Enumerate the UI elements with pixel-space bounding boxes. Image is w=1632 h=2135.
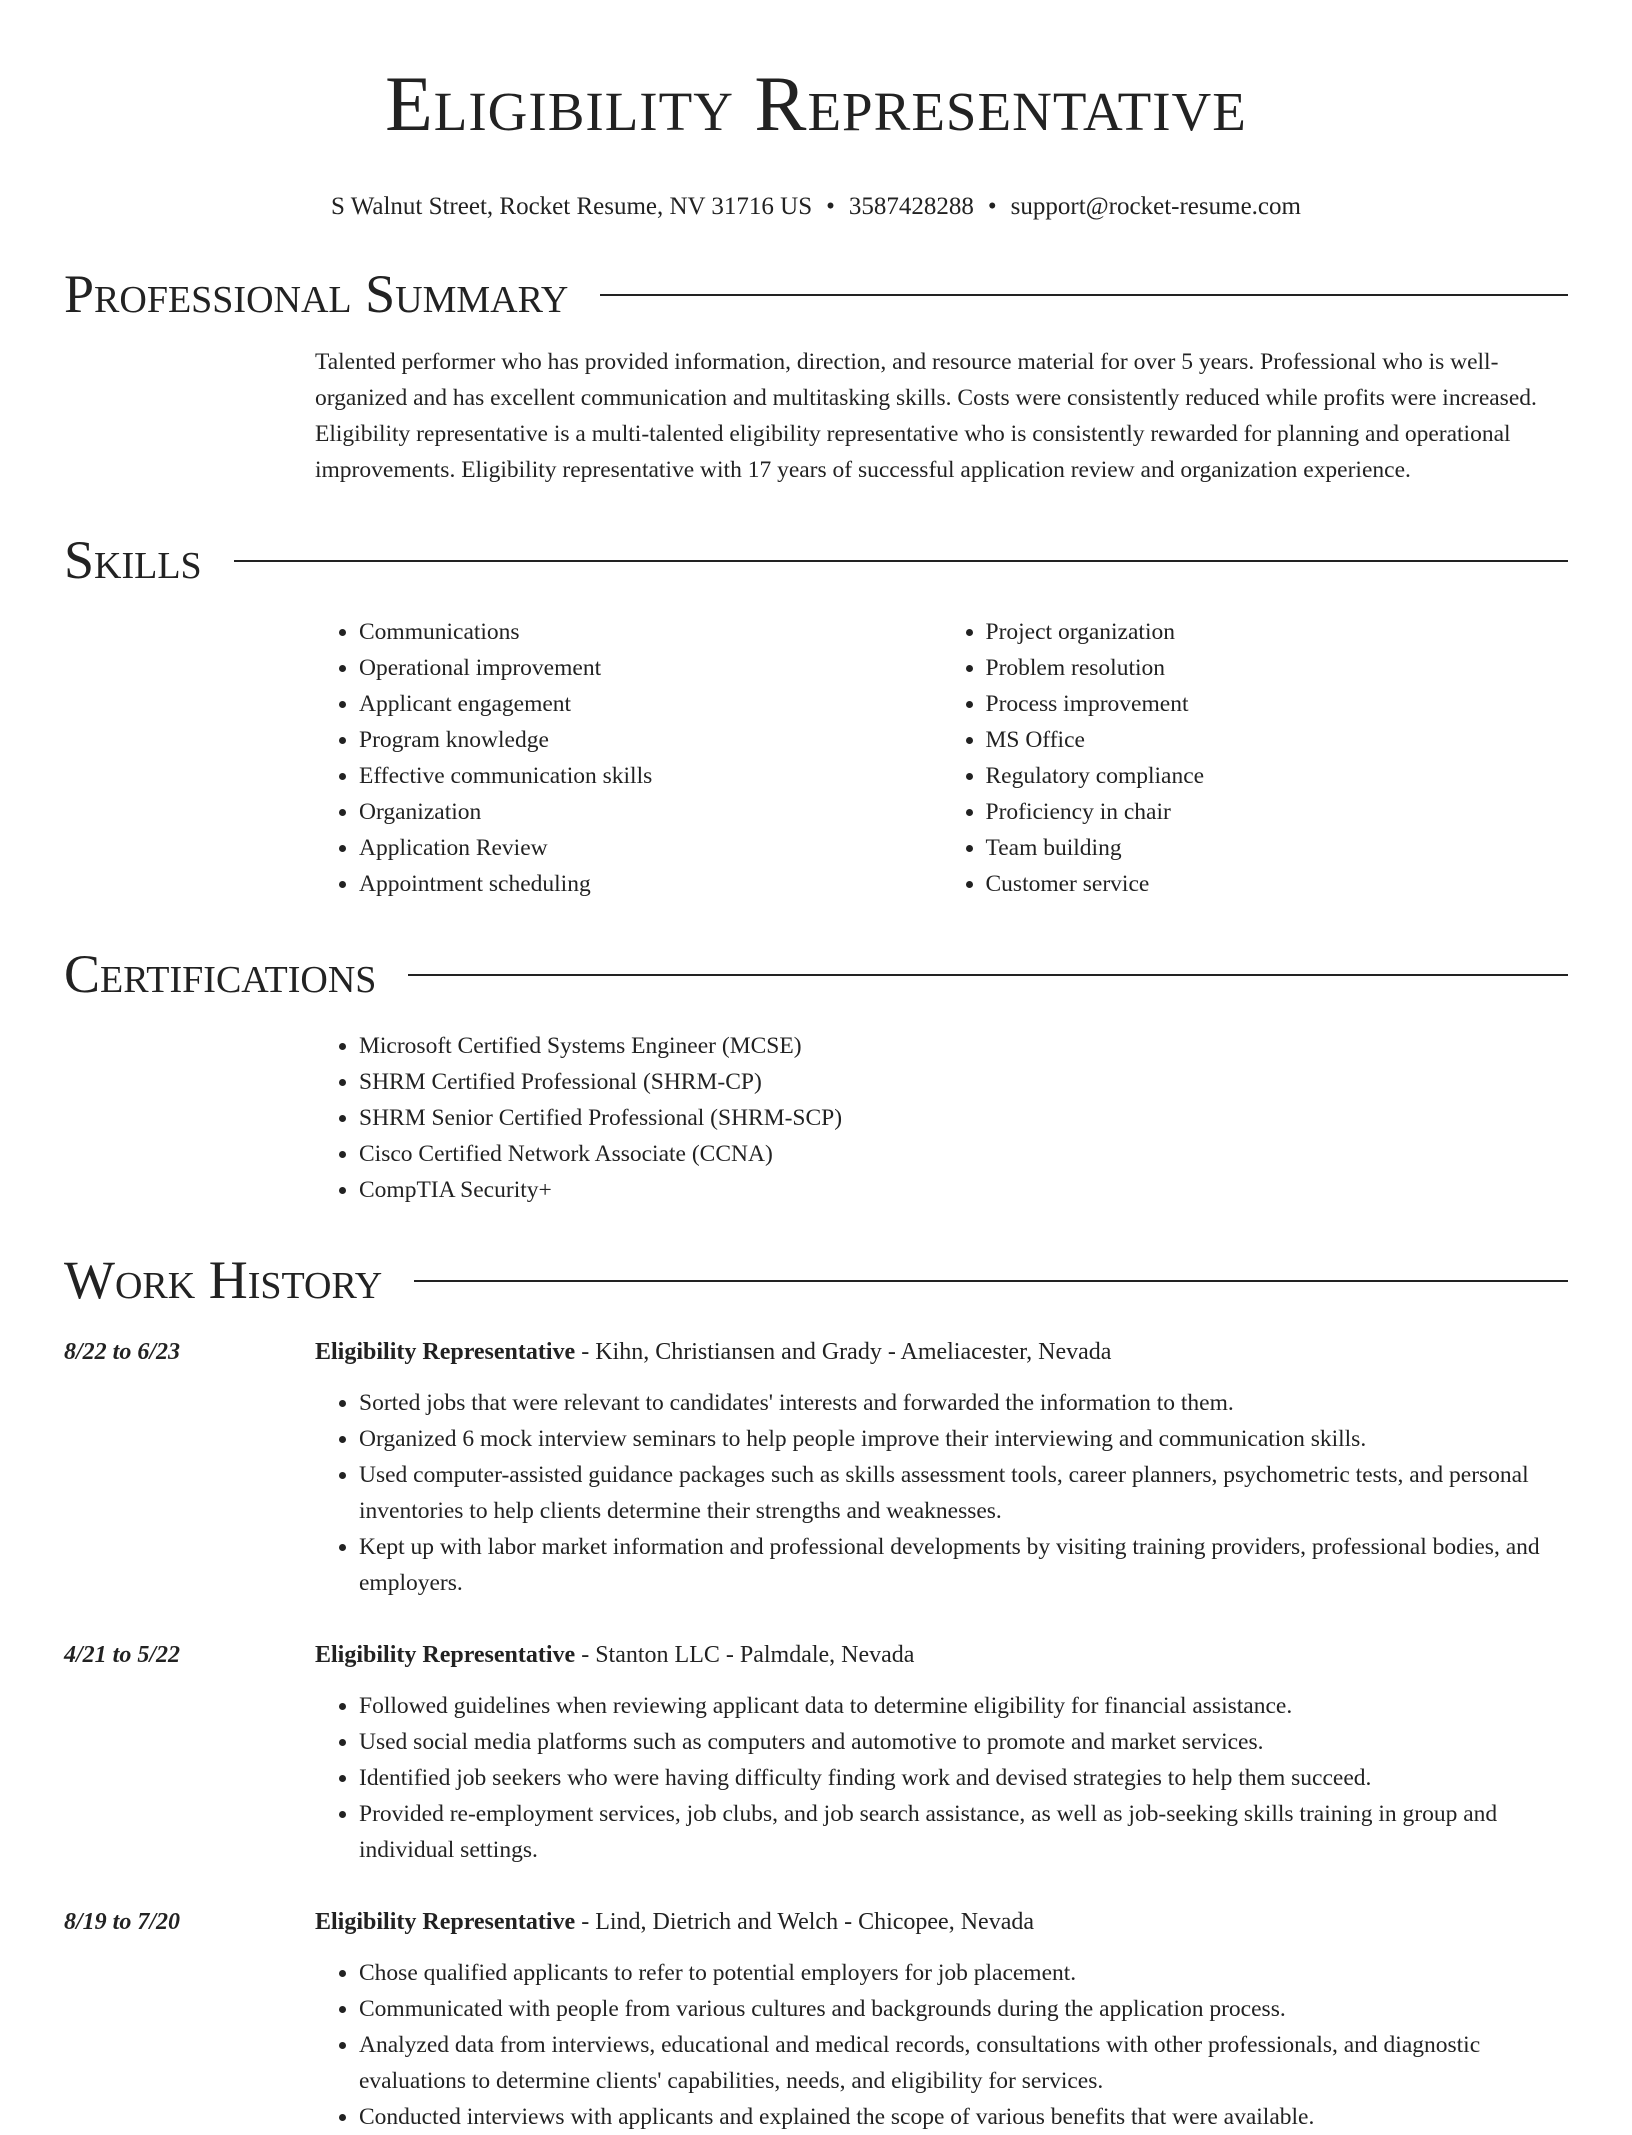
skill-item: • Application Review: [359, 830, 942, 866]
job-heading: [315, 1637, 1568, 1673]
skill-item: • Team building: [986, 830, 1569, 866]
job-bullet: • Identified job seekers who were having difficulty finding work and devised strategies to help them succeed.: [359, 1760, 1568, 1796]
skill-item: • Appointment scheduling: [359, 866, 942, 902]
job-bullet: • Used social media platforms such as computers and automotive to promote and market services.: [359, 1724, 1568, 1760]
section-divider: [234, 560, 1568, 562]
job-bullet: • Communicated with people from various cultures and backgrounds during the application process.: [359, 1991, 1568, 2027]
job-bullets: [315, 1385, 1568, 1601]
job-bullet: • Sorted jobs that were relevant to candidates' interests and forwarded the information to them.: [359, 1385, 1568, 1421]
job-employer: - Lind, Dietrich and Welch - Chicopee, Nevada: [575, 1909, 1034, 1935]
contact-email: support@rocket-resume.com: [1010, 193, 1301, 220]
skill-item: • Applicant engagement: [359, 686, 942, 722]
work-history-section-header: [64, 1248, 1568, 1312]
skills-column-left: [315, 614, 942, 902]
section-divider: [600, 294, 1568, 296]
skill-item: • Effective communication skills: [359, 758, 942, 794]
certifications-bullets: [315, 1028, 1568, 1208]
skill-item: • Customer service: [986, 866, 1569, 902]
contact-phone: 3587428288: [848, 193, 974, 220]
section-divider: [408, 974, 1568, 976]
skills-heading: Skills: [64, 530, 202, 590]
job-role: Eligibility Representative: [315, 1339, 576, 1365]
skill-item: • Proficiency in chair: [986, 794, 1569, 830]
summary-section-header: [64, 262, 1568, 326]
job-bullet: • Kept up with labor market information and professional developments by visiting training providers, professional bodies, and employers.: [359, 1529, 1568, 1601]
job-bullet: • Analyzed data from interviews, educational and medical records, consultations with other professionals, and diagnostic evaluations to determine clients' capabilities, needs, and eligibility for services.: [359, 2027, 1568, 2099]
certifications-heading: Certifications: [64, 944, 377, 1004]
certification-item: • SHRM Senior Certified Professional (SHRM-SCP): [359, 1100, 1568, 1136]
job-entry: [64, 1904, 1568, 2135]
job-bullet: • Followed guidelines when reviewing applicant data to determine eligibility for financial assistance.: [359, 1688, 1568, 1724]
certifications-section-header: [64, 942, 1568, 1006]
certification-item: • Microsoft Certified Systems Engineer (MCSE): [359, 1028, 1568, 1064]
contact-separator: •: [987, 193, 997, 220]
job-role: Eligibility Representative: [315, 1642, 576, 1668]
work-history-heading: Work History: [64, 1250, 383, 1310]
certifications-list: [315, 1028, 1568, 1208]
skill-item: • Problem resolution: [986, 650, 1569, 686]
job-dates: 8/22 to 6/23: [64, 1339, 181, 1365]
job-details: [315, 1904, 1568, 2135]
job-heading: [315, 1904, 1568, 1940]
job-employer: - Stanton LLC - Palmdale, Nevada: [575, 1642, 915, 1668]
job-role: Eligibility Representative: [315, 1909, 576, 1935]
skill-item: • Operational improvement: [359, 650, 942, 686]
contact-line: [64, 192, 1568, 222]
skill-item: • Communications: [359, 614, 942, 650]
skill-item: • Program knowledge: [359, 722, 942, 758]
job-bullet: • Used computer-assisted guidance packages such as skills assessment tools, career planners, psychometric tests, and personal inventories to help clients determine their strengths and weaknesses.: [359, 1457, 1568, 1529]
summary-heading: Professional Summary: [64, 264, 569, 324]
skill-item: • Process improvement: [986, 686, 1569, 722]
skill-item: • Project organization: [986, 614, 1569, 650]
job-dates: 8/19 to 7/20: [64, 1909, 181, 1935]
skills-list: [315, 614, 1568, 902]
job-entry: [64, 1334, 1568, 1601]
job-bullet: • Provided re-employment services, job clubs, and job search assistance, as well as job-seeking skills training in group and individual settings.: [359, 1796, 1568, 1868]
certification-item: • CompTIA Security+: [359, 1172, 1568, 1208]
job-bullets: [315, 1688, 1568, 1868]
job-heading: [315, 1334, 1568, 1370]
contact-separator: •: [826, 193, 835, 220]
skill-item: • Organization: [359, 794, 942, 830]
contact-address: S Walnut Street, Rocket Resume, NV 31716 US: [331, 193, 813, 220]
certification-item: • Cisco Certified Network Associate (CCNA): [359, 1136, 1568, 1172]
job-bullet: • Chose qualified applicants to refer to potential employers for job placement.: [359, 1955, 1568, 1991]
job-details: [315, 1334, 1568, 1601]
summary-text: Talented performer who has provided information, direction, and resource material for over 5 years. Professional who is well-organized and has excellent communication and multitasking skills. Costs were consistently reduced while profits were increased. Eligibility representative is a multi-talented eligibility representative who is consistently rewarded for planning and operational improvements. Eligibility representative with 17 years of successful application review and organization experience.: [315, 349, 1537, 483]
job-bullet: • Organized 6 mock interview seminars to help people improve their interviewing and communication skills.: [359, 1421, 1568, 1457]
job-bullet: • Conducted interviews with applicants and explained the scope of various benefits that were available.: [359, 2099, 1568, 2135]
job-details: [315, 1637, 1568, 1868]
job-bullets: [315, 1955, 1568, 2135]
certification-item: • SHRM Certified Professional (SHRM-CP): [359, 1064, 1568, 1100]
section-divider: [414, 1280, 1568, 1282]
job-entry: [64, 1637, 1568, 1868]
skills-column-right: [942, 614, 1569, 902]
skills-section-header: [64, 528, 1568, 592]
skill-item: • MS Office: [986, 722, 1569, 758]
resume-title: Eligibility Representative: [385, 60, 1247, 147]
skill-item: • Regulatory compliance: [986, 758, 1569, 794]
job-employer: - Kihn, Christiansen and Grady - Ameliacester, Nevada: [575, 1339, 1112, 1365]
job-dates: 4/21 to 5/22: [64, 1642, 181, 1668]
